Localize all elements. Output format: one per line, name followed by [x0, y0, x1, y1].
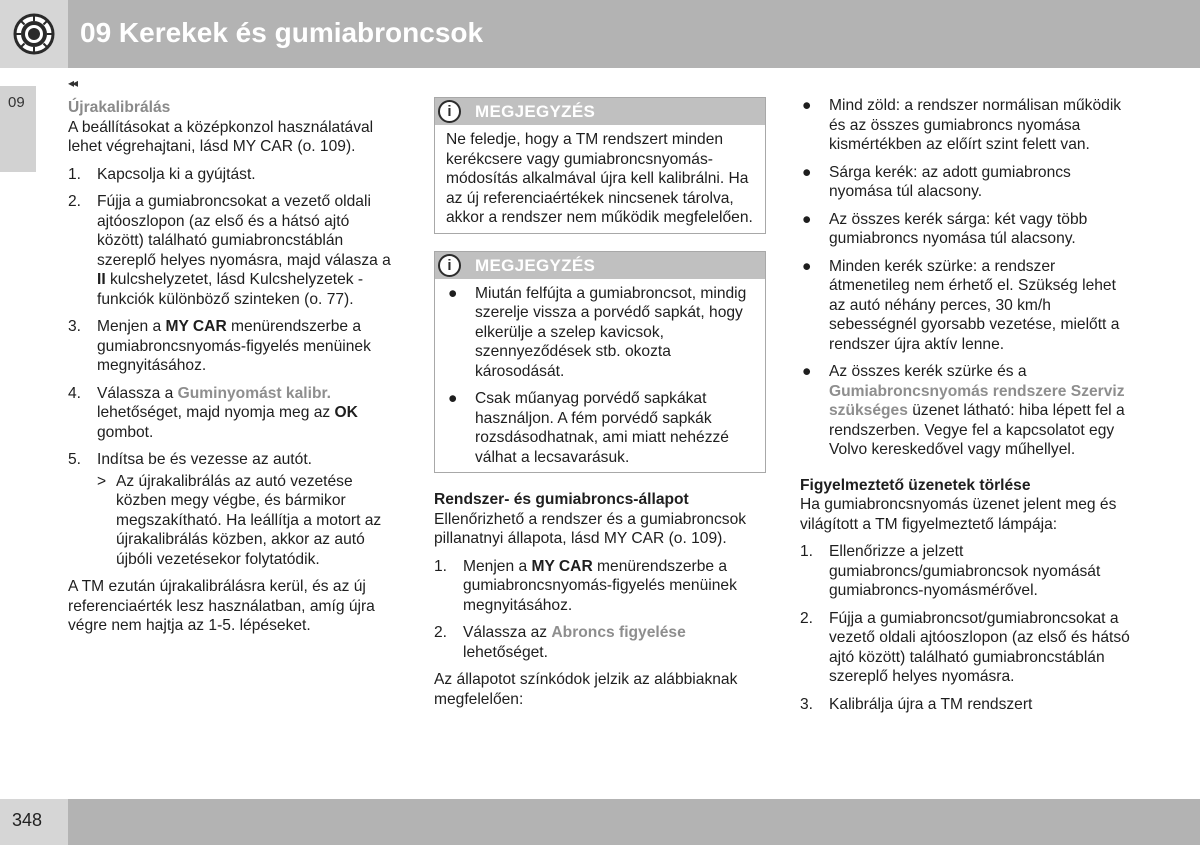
list-item: 1. Menjen a MY CAR menürendszerbe a gumiabroncsnyomás-figyelés menüinek megnyitásához. [434, 557, 737, 614]
recalibration-closing: A TM ezután újrakalibrálásra kerül, és az új referenciaérték lesz használatban, amíg újra végre nem hajtja az 1-5. lépéseket. [68, 578, 375, 634]
menu-option-highlight: Abroncs figyelése [551, 624, 686, 641]
bullet-icon: ● [448, 390, 458, 407]
bullet-icon: ● [448, 284, 458, 302]
info-icon [438, 254, 461, 277]
recalibration-steps [68, 165, 394, 570]
page-title: 09 Kerekek és gumiabroncsok [80, 17, 484, 48]
menu-option-highlight: Guminyomást kalibr. [177, 384, 332, 402]
sub-result: > Az újrakalibrálás az autó vezetése közben megy végbe, és bármikor megszakítható. Ha leállítja a motort az újrakalibrálás közben, akkor az autó újbóli vezetésekor folytatódik. [97, 472, 382, 568]
note-bullets [446, 284, 754, 468]
continued-arrows-icon: ◂◂ [68, 76, 77, 90]
note-title: MEGJEGYZÉS [475, 255, 596, 275]
bullet-icon: ● [802, 363, 812, 380]
page-footer [0, 799, 1200, 845]
note-body: Ne feledje, hogy a TM rendszert minden kerékcsere vagy gumiabroncsnyomás-módosítás alkalmával újra kell kalibrálni. Ha az új referenciaértékek nincsenek tárolva, akkor a rendszer nem működik megfelelően. [446, 131, 753, 226]
note-title: MEGJEGYZÉS [475, 102, 596, 121]
info-icon [438, 100, 461, 123]
list-item: 4. Válassza a Guminyomást kalibr. lehetőséget, majd nyomja meg az OK gombot. [68, 384, 358, 441]
recalibration-intro: A beállításokat a középkonzol használatával lehet végrehajtani, lásd MY CAR (o. 109). [68, 118, 374, 155]
list-item: 2. Válassza az Abroncs figyelése lehetőséget. [434, 624, 686, 661]
section-heading-status: Rendszer- és gumiabroncs-állapot [434, 491, 689, 508]
column-recalibration [68, 76, 394, 644]
bullet-icon: ● [802, 210, 812, 228]
list-item: ● Sárga kerék: az adott gumiabroncs nyomása túl alacsony. [802, 163, 1071, 200]
list-item: 2. Fújja a gumiabroncsokat a vezető oldali ajtóoszlopon (az első és a hátsó ajtó között) található gumiabroncstáblán szereplő helyes nyomásra, majd válasza a II kulcshelyzetet, lásd Kulcshelyzetek - funkciók különböző szinteken (o. 77). [68, 193, 391, 308]
list-item: ● Csak műanyag porvédő sapkákat használjon. A fém porvédő sapkák rozsdásodhatnak, ami miatt nehézzé válhat a lecsavarásuk. [448, 390, 729, 466]
note-body [435, 279, 765, 473]
list-item: 2. Fújja a gumiabroncsot/gumiabroncsokat a vezető oldali ajtóoszlopon (az első és hátsó ajtó között) található gumiabroncstáblán szereplő helyes nyomásra. [800, 609, 1130, 685]
list-item: ● Mind zöld: a rendszer normálisan működik és az összes gumiabroncs nyomása kismértékben az előírt szint felett van. [802, 97, 1122, 153]
list-item: 3. Menjen a MY CAR menürendszerbe a gumiabroncsnyomás-figyelés menüinek megnyitásához. [68, 318, 371, 374]
chapter-icon-box [0, 0, 68, 68]
list-item: 1. Ellenőrizze a jelzett gumiabroncs/gumiabroncsok nyomását gumiabroncs-nyomásmérővel. [800, 543, 1101, 599]
list-item: ● Miután felfújta a gumiabroncsot, mindig szerelje vissza a porvédő sapkát, hogy elkerülje a szelep kavicsok, szennyeződések stb. okozta károsodását. [448, 284, 747, 380]
list-item: ● Az összes kerék sárga: két vagy több gumiabroncs nyomása túl alacsony. [802, 210, 1088, 247]
status-intro: Ellenőrizhető a rendszer és a gumiabroncsok pillanatnyi állapota, lásd MY CAR (o. 109). [434, 510, 747, 547]
section-heading-recalibration: Újrakalibrálás [68, 99, 171, 116]
bullet-icon: ● [802, 257, 812, 275]
tire-icon [13, 13, 55, 55]
note-header [435, 98, 765, 125]
note-box-dust-caps [434, 251, 766, 474]
warnings-steps [800, 542, 1132, 714]
status-steps [434, 557, 766, 663]
warnings-intro: Ha gumiabroncsnyomás üzenet jelent meg és világított a TM figyelmeztető lámpája: [800, 496, 1117, 533]
list-item: 1. Kapcsolja ki a gyújtást. [68, 165, 256, 183]
note-box-recalibrate [434, 97, 766, 234]
status-closing: Az állapotot színkódok jelzik az alábbiaknak megfelelően: [434, 671, 738, 708]
column-colors-warnings [800, 96, 1132, 722]
note-header [435, 252, 765, 279]
result-arrow-icon: > [97, 472, 107, 490]
list-item: ● Minden kerék szürke: a rendszer átmenetileg nem érhető el. Szükség lehet az autó néhány perces, 30 km/h sebességnél gyorsabb vezetése, mielőtt a rendszer újra aktív lenne. [802, 257, 1120, 353]
list-item: 3. Kalibrálja újra a TM rendszert [800, 695, 1033, 713]
message-highlight: Gumiabroncsnyomás rendszere Szerviz szükséges [829, 382, 1125, 419]
page-number: 348 [12, 810, 43, 830]
bullet-icon: ● [802, 163, 812, 181]
section-heading-warnings: Figyelmeztető üzenetek törlése [800, 476, 1031, 494]
chapter-tab [0, 86, 36, 172]
color-code-list [800, 96, 1132, 460]
bullet-icon: ● [802, 97, 812, 114]
page-header [0, 0, 1200, 68]
chapter-tab-label: 09 [8, 94, 25, 111]
list-item: 5. Indítsa be és vezesse az autót. > Az újrakalibrálás az autó vezetése közben megy végbe, és bármikor megszakítható. Ha leállítja a motort az újrakalibrálás közben, akkor az autó újbóli vezetésekor folytatódik. [68, 450, 394, 569]
list-item: ● Az összes kerék szürke és a Gumiabroncsnyomás rendszere Szerviz szükséges üzenet látható: hiba lépett fel a rendszerben. Vegye fel a kapcsolatot egy Volvo kereskedővel vagy műhellyel. [802, 363, 1125, 458]
page-number-box [0, 799, 68, 845]
column-notes-status [434, 97, 766, 717]
